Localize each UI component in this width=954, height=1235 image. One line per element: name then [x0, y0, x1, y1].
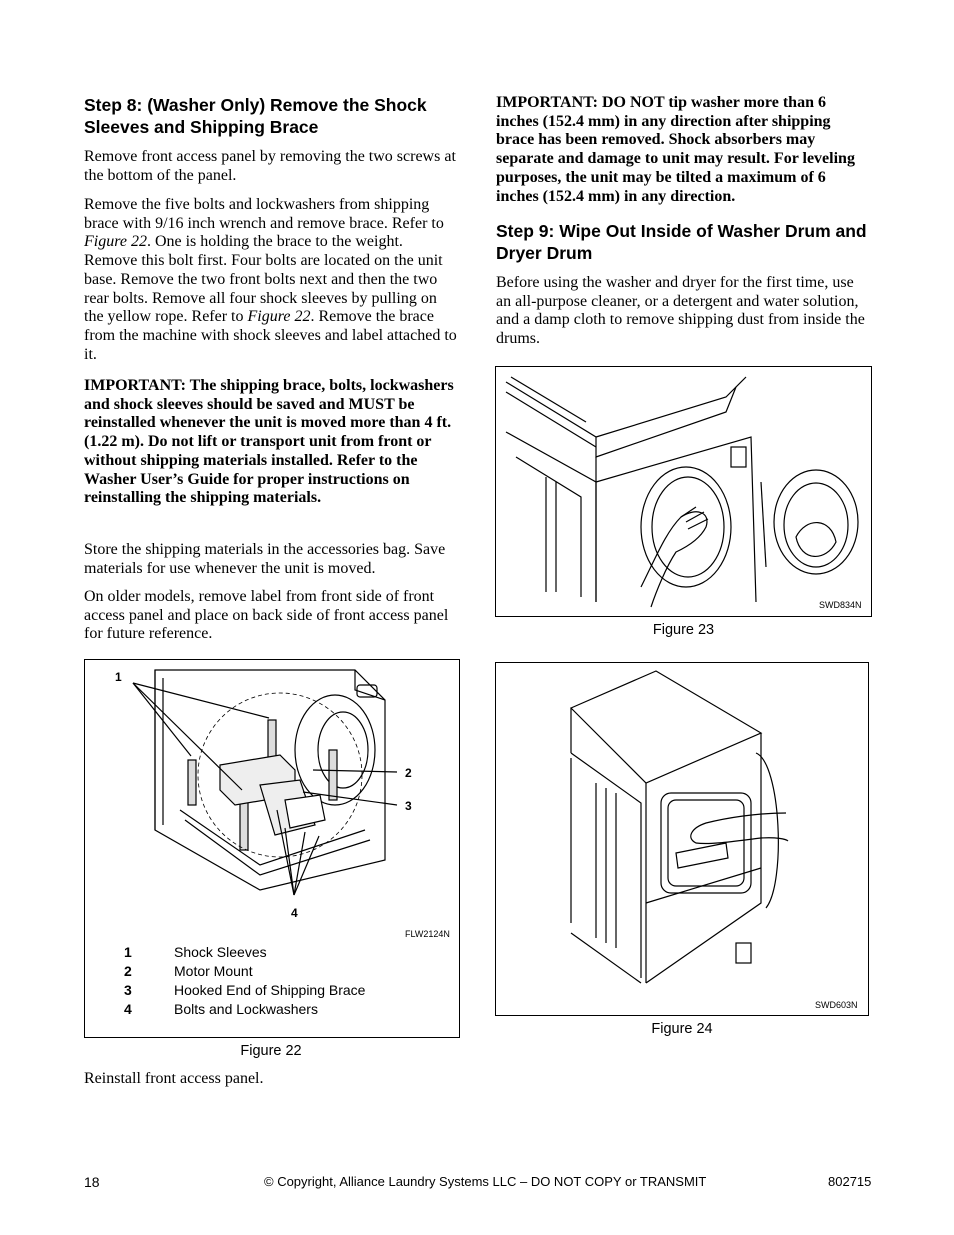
figure23-illustration	[496, 367, 871, 616]
figure24-box	[495, 662, 869, 1016]
legend-label: Hooked End of Shipping Brace	[174, 982, 366, 998]
legend-row	[124, 982, 424, 1000]
figure23-caption: Figure 23	[652, 622, 715, 638]
legend-label: Motor Mount	[174, 963, 253, 979]
legend-label: Bolts and Lockwashers	[174, 1001, 318, 1017]
p2-text-b: . One is holding the brace to the weight. Remove this bolt first. Four bolts are located on the unit base. Remove the two front bolts next and then the two rear bolts. Remove all four shock sleeves by pulling on the yellow rope. Refer to	[84, 233, 443, 326]
step9-heading: Step 9: Wipe Out Inside of Washer Drum and Dryer Drum	[496, 221, 867, 263]
legend-num: 3	[124, 982, 132, 998]
figure22-ref-1: Figure 22	[84, 233, 147, 251]
legend-row	[124, 944, 424, 962]
figure23-code: SWD834N	[819, 600, 862, 610]
important-note-shipping: IMPORTANT: The shipping brace, bolts, lockwashers and shock sleeves should be saved and MUST be reinstalled whenever the unit is moved more than 4 ft. (1.22 m). Do not lift or transport unit from front or without shipping materials installed. Refer to the Washer User’s Guide for proper instructions on reinstalling the shipping materials.	[84, 377, 454, 507]
figure22-code: FLW2124N	[405, 929, 450, 939]
paragraph-remove-panel: Remove front access panel by removing the two screws at the bottom of the panel.	[84, 148, 456, 184]
callout-1: 1	[115, 670, 122, 684]
legend-num: 2	[124, 963, 132, 979]
copyright-notice: © Copyright, Alliance Laundry Systems LLC – DO NOT COPY or TRANSMIT	[264, 1174, 707, 1189]
important-note-tipping: IMPORTANT: DO NOT tip washer more than 6 inches (152.4 mm) in any direction after shipping brace has been removed. Shock absorbers may separate and damage to unit may result. For leveling purposes, the unit may be tilted a maximum of 6 inches (152.4 mm) in any direction.	[496, 94, 855, 205]
paragraph-reinstall-panel: Reinstall front access panel.	[84, 1070, 264, 1087]
callout-4: 4	[291, 906, 298, 920]
callout-3: 3	[405, 799, 412, 813]
legend-label: Shock Sleeves	[174, 944, 267, 960]
document-number: 802715	[828, 1174, 872, 1189]
paragraph-remove-bolts	[84, 196, 458, 364]
page-number: 18	[84, 1174, 100, 1190]
paragraph-before-using: Before using the washer and dryer for the first time, use an all-purpose cleaner, or a detergent and water solution, and a damp cloth to remove shipping dust from inside the drums.	[496, 274, 865, 348]
legend-row	[124, 1001, 424, 1019]
figure22-ref-2: Figure 22	[247, 308, 311, 326]
step8-heading: Step 8: (Washer Only) Remove the Shock Sleeves and Shipping Brace	[84, 95, 427, 137]
legend-row	[124, 963, 424, 981]
p2-text-c: . Remove the brace from the machine with shock sleeves and label attached to it.	[84, 308, 457, 363]
figure22-caption: Figure 22	[240, 1043, 302, 1059]
legend-num: 1	[124, 944, 132, 960]
figure23-box	[495, 366, 872, 617]
paragraph-older-models: On older models, remove label from front side of front access panel and place on back side of front access panel for future reference.	[84, 588, 449, 643]
figure24-illustration	[496, 663, 868, 1015]
callout-2: 2	[405, 766, 412, 780]
figure24-code: SWD603N	[815, 1000, 858, 1010]
paragraph-store-materials: Store the shipping materials in the accessories bag. Save materials for use whenever the unit is moved.	[84, 541, 446, 577]
legend-num: 4	[124, 1001, 132, 1017]
figure24-caption: Figure 24	[651, 1021, 713, 1037]
figure22-box	[84, 659, 460, 1038]
p2-text-a: Remove the five bolts and lockwashers from shipping brace with 9/16 inch wrench and remove brace. Refer to	[84, 196, 444, 232]
